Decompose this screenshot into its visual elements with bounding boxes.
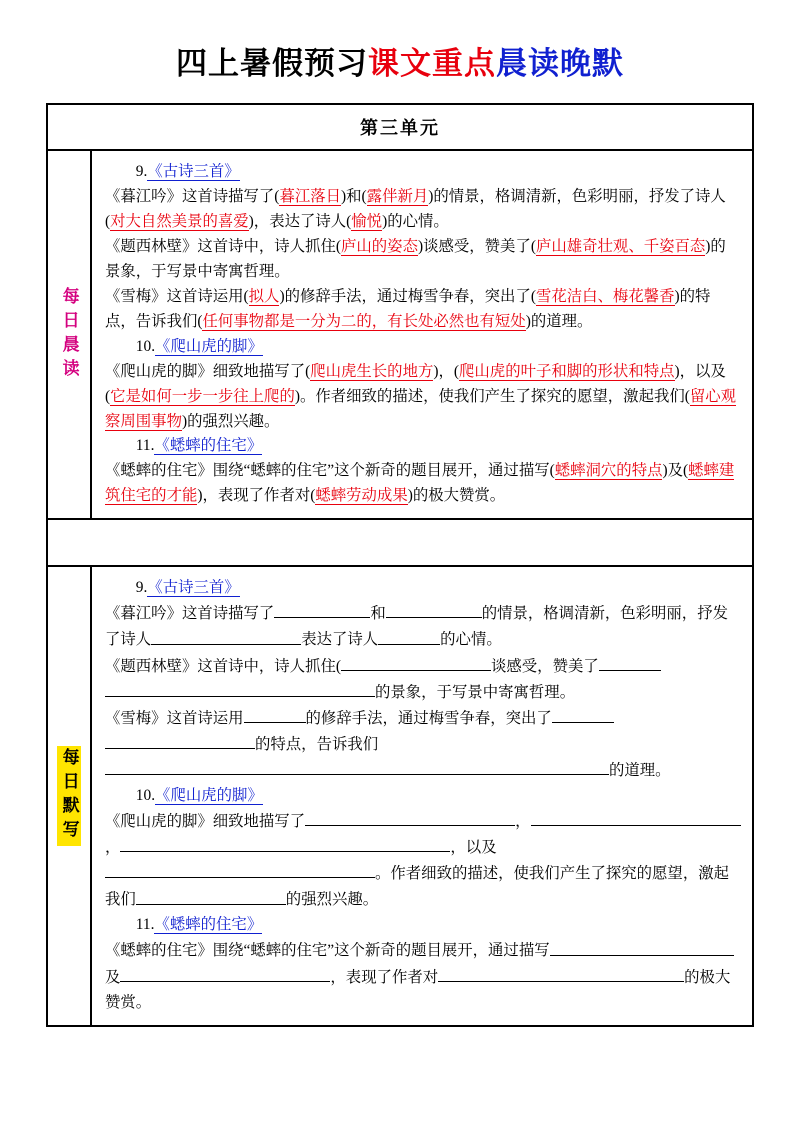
side-label-cell-dictation [48, 567, 92, 1024]
t: )。作者细致的描述，使我们产生了探究的愿望，激起我们( [294, 387, 690, 405]
lesson-10-heading-read [105, 335, 741, 360]
lesson-9-title-write: 《古诗三首》 [147, 579, 240, 597]
blank-spacer-row [48, 518, 752, 567]
t: 及 [105, 968, 121, 986]
answer-underline: 对大自然美景的喜爱 [110, 212, 249, 230]
answer-underline: 留心观察周围事物 [105, 387, 737, 430]
page-title-part1: 四上暑假预习 [176, 46, 368, 81]
lesson-9-para1-write [105, 601, 741, 653]
answer-underline: 任何事物都是一分为二的，有长处必然也有短处 [202, 312, 526, 330]
t: )和( [341, 187, 367, 205]
fill-blank[interactable] [105, 680, 375, 697]
lesson-9-number-read: 9. [135, 163, 148, 180]
side-label-dictation: 每日默写 [57, 746, 80, 846]
lesson-9-number-write: 9. [135, 579, 148, 597]
fill-blank[interactable] [513, 758, 609, 775]
t: 的特点，告诉我们 [255, 736, 379, 753]
t: 《雪梅》这首诗运用 [105, 709, 244, 727]
lesson-10-heading-write [105, 784, 741, 809]
content-morning-reading [92, 151, 752, 518]
t: 的极大赞赏。 [105, 968, 731, 1011]
fill-blank[interactable] [341, 654, 491, 671]
answer-underline: 雪花洁白、梅花馨香 [535, 287, 675, 305]
lesson-11-number-read: 11. [135, 437, 155, 455]
t: )的情景，格调清新，色彩明丽，抒发了诗人( [105, 187, 726, 230]
fill-blank[interactable] [151, 627, 301, 644]
t: 的心情。 [440, 631, 502, 649]
fill-blank[interactable] [244, 706, 306, 723]
fill-blank[interactable] [438, 965, 588, 982]
fill-blank[interactable] [105, 861, 375, 878]
answer-underline: 拟人 [248, 287, 280, 305]
fill-blank[interactable] [120, 835, 450, 852]
lesson-10-para1-write [105, 809, 741, 913]
t: 《爬山虎的脚》细致地描写了( [105, 362, 311, 380]
t: )的强烈兴趣。 [181, 412, 280, 430]
answer-underline: 愉悦 [351, 212, 383, 230]
lesson-11-number-write: 11. [135, 916, 155, 934]
lesson-11-title-write: 《蟋蟀的住宅》 [154, 916, 263, 934]
section-morning-reading [48, 151, 752, 518]
lesson-11-para1-read [105, 459, 741, 509]
fill-blank[interactable] [378, 627, 440, 644]
section-dictation [48, 567, 752, 1024]
answer-underline: 露伴新月 [366, 187, 429, 205]
lesson-9-para1-read [105, 185, 741, 235]
fill-blank[interactable] [531, 809, 741, 826]
side-label-morning: 每日晨读 [59, 286, 79, 383]
t: )，表现了作者对( [197, 487, 316, 505]
t: 《爬山虎的脚》细致地描写了 [105, 813, 306, 831]
lesson-10-para1-read [105, 360, 741, 435]
lesson-9-para3-read [105, 285, 741, 335]
worksheet-table [46, 103, 754, 1027]
answer-underline: 爬山虎生长的地方 [310, 362, 434, 380]
lesson-11-heading-read [105, 434, 741, 459]
fill-blank[interactable] [550, 938, 584, 955]
t: 。作者细致的描述，使我们产生了探究的愿望，激起我们 [105, 865, 729, 909]
fill-blank[interactable] [274, 601, 370, 618]
t: )谈感受，赞美了( [417, 237, 536, 255]
answer-underline: 爬山虎的叶子和脚的形状和特点 [459, 362, 675, 380]
side-label-cell-morning [48, 151, 92, 518]
answer-underline: 庐山雄奇壮观、千姿百态 [535, 237, 706, 255]
answer-underline: 暮江落日 [279, 187, 342, 205]
lesson-9-para2-read [105, 235, 741, 285]
lesson-9-heading-read [105, 160, 741, 185]
t: )，( [433, 362, 460, 380]
fill-blank[interactable] [305, 809, 515, 826]
lesson-11-heading-write [105, 913, 741, 938]
lesson-9-para3-write [105, 706, 741, 784]
t: 的景象，于写景中寄寓哲理。 [375, 683, 576, 701]
t: 《题西林壁》这首诗中，诗人抓住( [105, 237, 341, 255]
t: )的特点，告诉我们( [105, 287, 711, 330]
t: 《暮江吟》这首诗描写了( [105, 187, 280, 205]
lesson-10-number-write: 10. [135, 787, 156, 805]
page-title-part2: 课文重点 [368, 46, 496, 81]
fill-blank[interactable] [584, 938, 734, 955]
t: )的心情。 [382, 212, 449, 230]
lesson-10-title-write: 《爬山虎的脚》 [155, 787, 263, 805]
t: )的修辞手法，通过梅雪争春，突出了( [279, 287, 536, 305]
answer-underline: 它是如何一步一步往上爬的 [110, 387, 295, 405]
t: 的强烈兴趣。 [285, 891, 379, 909]
lesson-11-para1-write [105, 938, 741, 1015]
t: 表达了诗人 [301, 631, 379, 649]
fill-blank[interactable] [105, 758, 513, 775]
t: 《雪梅》这首诗运用( [105, 287, 249, 305]
t: ，以及 [450, 839, 497, 857]
t: )，以及( [105, 362, 726, 405]
t: ，表现了作者对 [330, 968, 439, 986]
page-title [0, 0, 800, 91]
fill-blank[interactable] [136, 887, 286, 904]
t: 的道理。 [609, 762, 671, 780]
t: 和 [370, 605, 386, 623]
t: 《暮江吟》这首诗描写了 [105, 605, 275, 623]
answer-underline: 蟋蟀劳动成果 [315, 487, 408, 505]
lesson-10-number-read: 10. [135, 337, 156, 355]
t: )的景象，于写景中寄寓哲理。 [105, 237, 726, 280]
t: 的情景，格调清新，色彩明丽，抒发了诗人 [105, 605, 728, 649]
fill-blank[interactable] [588, 965, 684, 982]
t: 的修辞手法，通过梅雪争春，突出了 [305, 709, 552, 727]
t: )的道理。 [525, 312, 593, 330]
fill-blank[interactable] [552, 706, 614, 723]
unit-header: 第三单元 [48, 105, 752, 151]
t: ， [515, 813, 531, 831]
t: )及( [662, 462, 689, 480]
fill-blank[interactable] [386, 601, 482, 618]
lesson-9-heading-write [105, 576, 741, 601]
t: ， [105, 839, 121, 857]
t: )，表达了诗人( [248, 212, 352, 230]
lesson-10-title-read: 《爬山虎的脚》 [155, 337, 263, 355]
t: 《蟋蟀的住宅》围绕“蟋蟀的住宅”这个新奇的题目展开，通过描写 [105, 942, 550, 960]
lesson-9-para2-write [105, 654, 741, 706]
t: )的极大赞赏。 [407, 487, 506, 505]
fill-blank[interactable] [105, 732, 255, 749]
answer-underline: 蟋蟀建筑住宅的才能 [105, 462, 735, 505]
fill-blank[interactable] [120, 965, 330, 982]
lesson-11-title-read: 《蟋蟀的住宅》 [154, 437, 263, 455]
page-title-part3: 晨读晚默 [496, 46, 624, 81]
t: 《题西林壁》这首诗中，诗人抓住( [105, 657, 341, 675]
fill-blank[interactable] [599, 654, 661, 671]
t: 《蟋蟀的住宅》围绕“蟋蟀的住宅”这个新奇的题目展开，通过描写( [105, 462, 555, 480]
lesson-9-title-read: 《古诗三首》 [147, 163, 240, 180]
answer-underline: 蟋蟀洞穴的特点 [554, 462, 663, 480]
content-dictation [92, 567, 752, 1024]
t: 谈感受，赞美了 [491, 657, 599, 675]
answer-underline: 庐山的姿态 [341, 237, 418, 255]
